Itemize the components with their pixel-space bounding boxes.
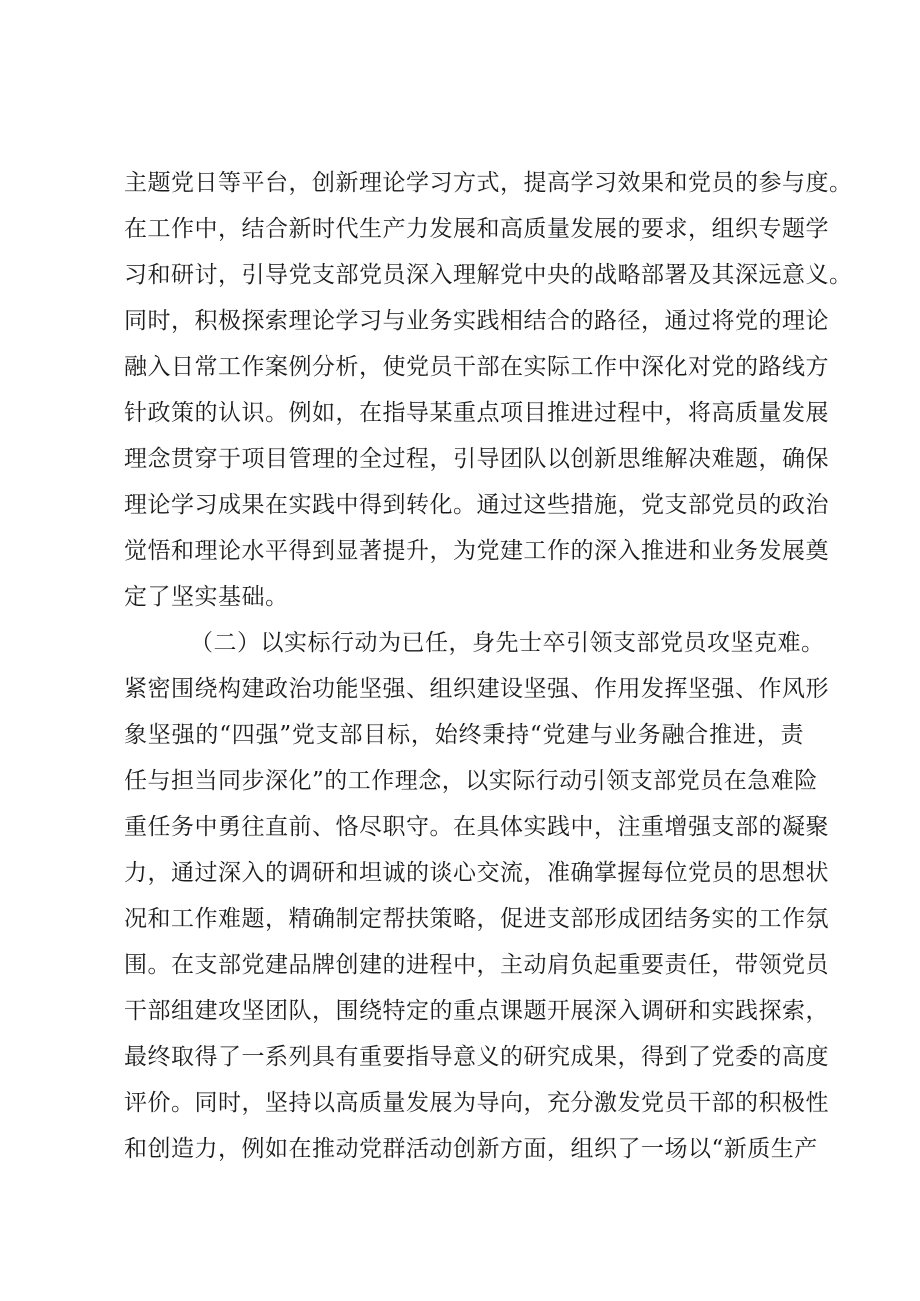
text-line: 象坚强的“四强”党支部目标，始终秉持“党建与业务融合推进，责 bbox=[124, 722, 804, 748]
text-line: 干部组建攻坚团队，围绕特定的重点课题开展深入调研和实践探索， bbox=[124, 998, 829, 1024]
text-line: 围。在支部党建品牌创建的进程中，主动肩负起重要责任，带领党员 bbox=[124, 952, 829, 978]
text-line: 紧密围绕构建政治功能坚强、组织建设坚强、作用发挥坚强、作风形 bbox=[124, 676, 829, 702]
text-line: 理论学习成果在实践中得到转化。通过这些措施，党支部党员的政治 bbox=[124, 492, 829, 518]
section-heading: （二）以实标行动为已任，身先士卒引领支部党员攻坚克难。 bbox=[190, 630, 825, 656]
text-line: 觉悟和理论水平得到显著提升，为党建工作的深入推进和业务发展奠 bbox=[124, 538, 829, 564]
text-line: 况和工作难题，精确制定帮扶策略，促进支部形成团结务实的工作氛 bbox=[124, 906, 829, 932]
text-line: 力，通过深入的调研和坦诚的谈心交流，准确掌握每位党员的思想状 bbox=[124, 860, 829, 886]
text-line: 和创造力，例如在推动党群活动创新方面，组织了一场以“新质生产 bbox=[124, 1136, 818, 1162]
text-line: 重任务中勇往直前、恪尽职守。在具体实践中，注重增强支部的凝聚 bbox=[124, 814, 829, 840]
text-line: 同时，积极探索理论学习与业务实践相结合的路径，通过将党的理论 bbox=[124, 308, 829, 334]
text-line: 评价。同时，坚持以高质量发展为导向，充分激发党员干部的积极性 bbox=[124, 1090, 829, 1116]
text-line: 任与担当同步深化”的工作理念，以实际行动引领支部党员在急难险 bbox=[124, 768, 818, 794]
text-line: 主题党日等平台，创新理论学习方式，提高学习效果和党员的参与度。 bbox=[124, 170, 853, 196]
text-line: 针政策的认识。例如，在指导某重点项目推进过程中，将高质量发展 bbox=[124, 400, 829, 426]
text-line: 最终取得了一系列具有重要指导意义的研究成果，得到了党委的高度 bbox=[124, 1044, 829, 1070]
text-line: 融入日常工作案例分析，使党员干部在实际工作中深化对党的路线方 bbox=[124, 354, 829, 380]
text-line: 定了坚实基础。 bbox=[124, 584, 289, 610]
text-line: 习和研讨，引导党支部党员深入理解党中央的战略部署及其深远意义。 bbox=[124, 262, 853, 288]
text-line: 理念贯穿于项目管理的全过程，引导团队以创新思维解决难题，确保 bbox=[124, 446, 829, 472]
text-line: 在工作中，结合新时代生产力发展和高质量发展的要求，组织专题学 bbox=[124, 216, 829, 242]
